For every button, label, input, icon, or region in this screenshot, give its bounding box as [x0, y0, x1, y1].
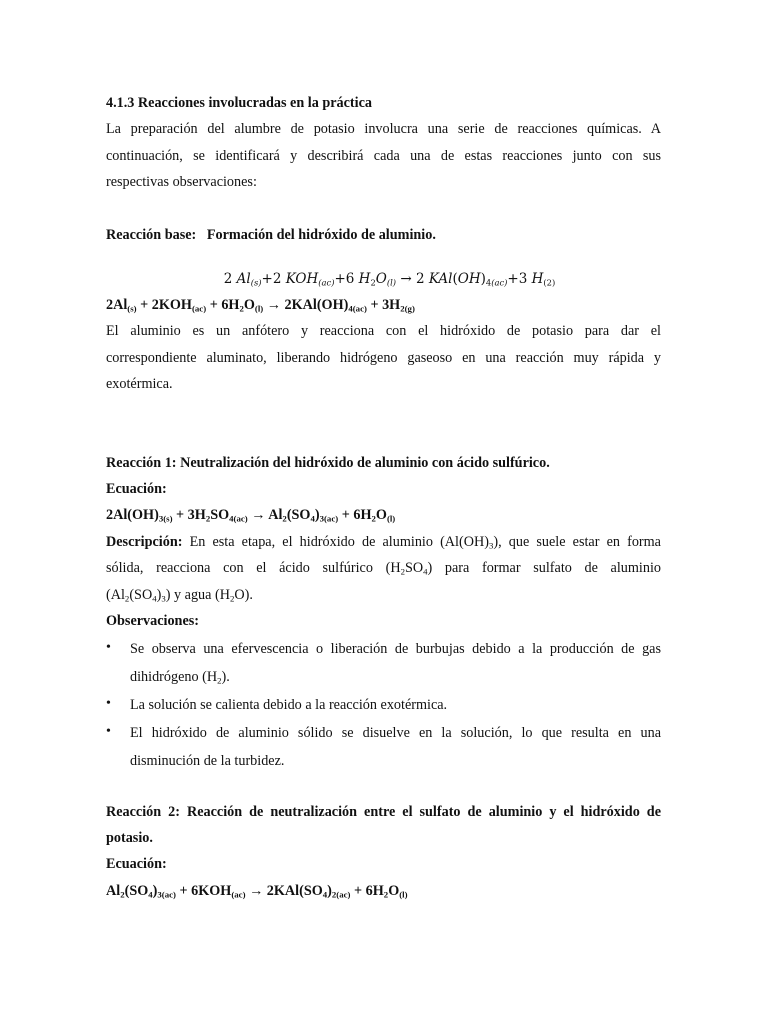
obs-2-line-1: La solución se calienta debido a la reacción exotérmica. — [130, 696, 448, 713]
list-item — [106, 691, 661, 719]
reaction-2-heading — [106, 799, 661, 852]
intro-line-2: continuación, se identificará y describirá cada una de estas reacciones junto con sus — [106, 147, 661, 164]
observations-label: Observaciones: — [106, 613, 199, 630]
obs-3-line-2: disminución de la turbidez. — [130, 752, 285, 769]
reaction-2-heading-line-1: Reacción 2: Reacción de neutralización entre el sulfato de aluminio y el hidróxido de — [106, 803, 661, 820]
intro-paragraph — [106, 116, 661, 195]
obs-1-line-2: dihidrógeno $(H_2)$. — [130, 668, 230, 685]
section-title: 4.1.3 Reacciones involucradas en la práctica — [106, 95, 372, 111]
base-equation-formula: 2 $Al_{(s)}+2$ $KOH_{(ac)}+6$ $H_2O_{(l)} \to 2$ $KAl(OH)_{4(ac)}+3$ $H_{(2)}$ — [223, 271, 556, 288]
observations-list — [106, 635, 661, 775]
obs-3-line-1: El hidróxido de aluminio sólido se disuelve en la solución, lo que resulta en una — [130, 724, 661, 741]
bullet-icon: • — [106, 723, 111, 739]
base-reaction-heading: Reacción base: Formación del hidróxido de aluminio. — [106, 226, 436, 243]
list-item — [106, 635, 661, 691]
bullet-icon: • — [106, 639, 111, 655]
reaction-1-equation-label: Ecuación: — [106, 481, 167, 498]
list-item — [106, 719, 661, 775]
base-desc-line-3: exotérmica. — [106, 376, 173, 393]
base-description — [106, 318, 661, 397]
reaction-2-equation-label: Ecuación: — [106, 856, 167, 873]
reaction-1-description — [106, 529, 661, 608]
obs-1-line-1: Se observa una efervescencia o liberación de burbujas debido a la producción de gas — [130, 640, 661, 657]
reaction-2-equation: $Al_2(SO_4)_{3(ac)} + 6KOH_{(ac)} \to 2KAl(SO_4)_{2(ac)} + 6H_2O_{(l)}$ — [106, 882, 408, 900]
intro-line-1: La preparación del alumbre de potasio involucra una serie de reacciones químicas. A — [106, 121, 661, 138]
reaction-1-equation: $2Al(OH)_{3(s)} + 3H_2SO_{4(ac)} \to Al_2(SO_4)_{3(ac)} + 6H_2O_{(l)}$ — [106, 507, 396, 524]
intro-line-3: respectivas observaciones: — [106, 174, 257, 191]
base-desc-line-1: El aluminio es un anfótero y reacciona con el hidróxido de potasio para dar el — [106, 323, 661, 340]
reaction-1-heading: Reacción 1: Neutralización del hidróxido de aluminio con ácido sulfúrico. — [106, 454, 550, 471]
reaction-2-heading-line-2: potasio. — [106, 829, 153, 846]
r1-desc-line-1: Descripción: En esta etapa, el hidróxido de aluminio $(Al(OH)_3)$, que suele estar en forma — [106, 533, 661, 551]
base-equation: $2Al_{(s)} + 2KOH_{(ac)} + 6H_2O_{(l)} \to 2KAl(OH)_{4(ac)} + 3H_{2(g)}$ — [106, 297, 415, 314]
bullet-icon: • — [106, 695, 111, 711]
r1-desc-line-2: sólida, reacciona con el ácido sulfúrico $(H_2SO_4)$ para formar sulfato de aluminio — [106, 560, 662, 577]
document-page — [106, 90, 661, 904]
base-desc-line-2: correspondiente aluminato, liberando hidrógeno gaseoso en una reacción muy rápida y — [106, 349, 661, 366]
r1-desc-line-3: $(Al_2(SO_4)_3)$ y agua $(H_2O)$. — [106, 586, 253, 604]
